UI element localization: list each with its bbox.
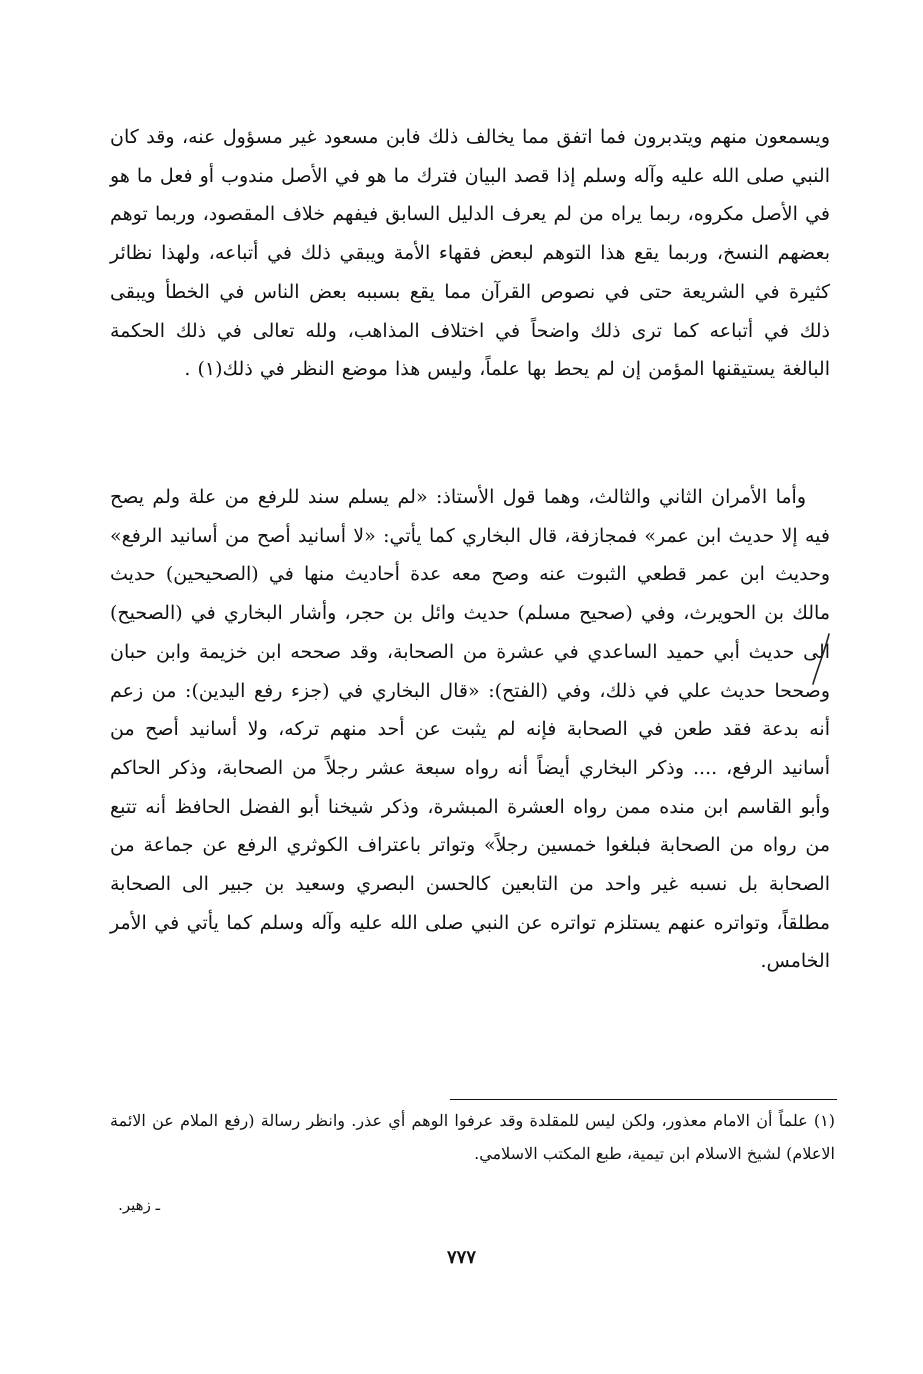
handwritten-margin-mark bbox=[807, 630, 837, 690]
main-paragraph-2: وأما الأمران الثاني والثالث، وهما قول الأستاذ: «لم يسلم سند للرفع من علة ولم يصح فيه إلا حديث ابن عمر» فمجازفة، قال البخاري كما يأتي: «لا أسانيد أصح من أسانيد الرفع» وحديث ابن عمر قطعي الثبوت عنه وصح معه عدة أحاديث منها في (الصحيحين) حديث مالك بن الحويرث، وفي (صحيح مسلم) حديث وائل بن حجر، وأشار البخاري في (الصحيح) الى حديث أبي حميد الساعدي في عشرة من الصحابة، وقد صححه ابن خزيمة وابن حبان وصححا حديث علي في ذلك، وفي (الفتح): «قال البخاري في (جزء رفع اليدين): من زعم أنه بدعة فقد طعن في الصحابة فإنه لم يثبت عن أحد منهم تركه، ولا أسانيد أصح من أسانيد الرفع، .... وذكر البخاري أيضاً أنه رواه سبعة عشر رجلاً من الصحابة، وذكر الحاكم وأبو القاسم ابن منده ممن رواه العشرة المبشرة، وذكر شيخنا أبو الفضل الحافظ أنه تتبع من رواه من الصحابة فبلغوا خمسين رجلاً» وتواتر باعتراف الكوثري الرفع عن جماعة من الصحابة بل نسبه غير واحد من التابعين كالحسن البصري وسعيد بن جبير الى الصحابة مطلقاً، وتواتره عنهم يستلزم تواتره عن النبي صلى الله عليه وآله وسلم كما يأتي في الأمر الخامس. bbox=[110, 486, 831, 973]
footnote-signature: ـ زهير. bbox=[118, 1196, 160, 1214]
footnote-separator bbox=[450, 1099, 837, 1100]
main-paragraph-1: ويسمعون منهم ويتدبرون فما اتفق مما يخالف ذلك فابن مسعود غير مسؤول عنه، وقد كان النبي صلى الله عليه وآله وسلم إذا قصد البيان فترك ما هو في الأصل مندوب أو فعل ما هو في الأصل مكروه، ربما يراه من لم يعرف الدليل السابق فيفهم خلاف المقصود، وربما توهم بعضهم النسخ، وربما يقع هذا التوهم لبعض فقهاء الأمة ويبقي ذلك في أتباعه، ولهذا نظائر كثيرة في الشريعة حتى في نصوص القرآن مما يقع بسببه بعض الناس في الخطأ ويبقى ذلك في أتباعه كما ترى ذلك واضحاً في اختلاف المذاهب، ولله تعالى في ذلك الحكمة البالغة يستيقنها المؤمن إن لم يحط بها علماً، وليس هذا موضع النظر في ذلك(١) . bbox=[110, 126, 830, 381]
page-number: ٧٧٧ bbox=[446, 1247, 476, 1268]
footnote: (١) علماً أن الامام معذور، ولكن ليس للمقلدة وقد عرفوا الوهم أي عذر. وانظر رسالة (رفع الملام عن الائمة الاعلام) لشيخ الاسلام ابن تيمية، طبع المكتب الاسلامي. bbox=[110, 1111, 835, 1163]
